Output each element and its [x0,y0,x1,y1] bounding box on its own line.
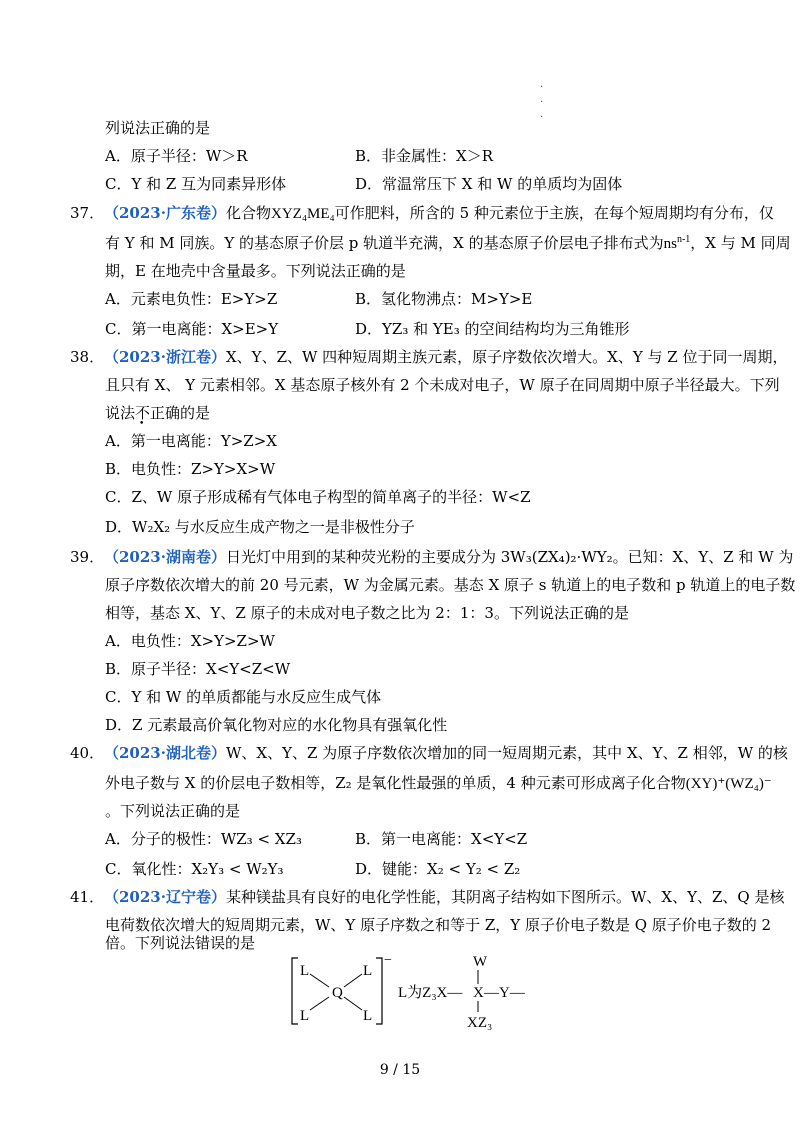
q38-option-b: B．电负性：Z>Y>X>W [105,460,276,478]
q39-line2: 原子序数依次增大的前 20 号元素，W 为金属元素。基态 X 原子 s 轨道上的电子数和 p 轨道上的电子数 [105,576,796,594]
q41-source: （2023·辽宁卷） [104,888,226,906]
q37-formula: XYZ₄ME₄ [271,206,335,222]
q39-option-a: A．电负性：X>Y>Z>W [105,632,275,650]
bottom-xz3: XZ₃ [467,1015,493,1031]
q41-line3: 倍。下列说法错误的是 [105,934,256,952]
q40-source: （2023·湖北卷） [104,744,226,762]
q36-stem-tail: 列说法正确的是 [105,119,211,137]
q37-line1: 37．（2023·广东卷）化合物XYZ₄ME₄可作肥料，所含的 5 种元素位于主族，在每个短周期均有分布，仅 [70,204,774,222]
q37-options-cd: C．第一电离能：X>E>Y D．YZ₃ 和 YE₃ 的空间结构均为三角锥形 [105,320,630,338]
q39-line3: 相等，基态 X、Y、Z 原子的未成对电子数之比为 2：1：3。下列说法正确的是 [105,604,629,622]
q38-source: （2023·浙江卷） [104,348,226,366]
q37-source: （2023·广东卷） [104,204,226,222]
q39-option-b: B．原子半径：X<Y<Z<W [105,660,291,678]
q38-option-a: A．第一电离能：Y>Z>X [105,432,277,450]
bond-q-l1 [310,974,329,987]
bond-q-l2 [344,974,362,987]
q40-formula: (XY)⁺(WZ₄)⁻ [685,776,772,792]
right-bracket [376,958,382,1024]
ligand-l-bottom-left: L [300,1008,310,1024]
q40-options-ab: A．分子的极性：WZ₃ < XZ₃ B．第一电离能：X<Y<Z [105,830,528,848]
bond-q-l4 [344,997,362,1010]
bond-q-l3 [310,997,329,1010]
q41-line2: 电荷数依次增大的短周期元素，W、Y 原子序数之和等于 Z，Y 原子价电子数是 Q 原子价电子数的 2 [105,916,772,934]
q37-line2: 有 Y 和 M 同族。Y 的基态原子价层 p 轨道半充满，X 的基态原子价层电子排布式为$ns^{n-1}$，X 与 M 同周 [105,234,791,252]
q40-line1: 40．（2023·湖北卷）W、X、Y、Z 为原子序数依次增加的同一短周期元素，其中 X、Y、Z 相邻，W 的核 [70,744,788,762]
q39-line1: 39．（2023·湖南卷）日光灯中用到的某种荧光粉的主要成分为 3W₃(ZX₄)₂·WY₂。已知：X、Y、Z 和 W 为 [70,548,794,566]
emphasis-not-correct: 不正确 [135,404,181,422]
ligand-l-bottom-right: L [363,1008,373,1024]
q39-source: （2023·湖南卷） [104,548,226,566]
q38-line1: 38．（2023·浙江卷）X、Y、Z、W 四种短周期主族元素，原子序数依次增大。X、Y 与 Z 位于同一周期， [70,348,788,366]
q40-options-cd: C．氧化性：X₂Y₃ < W₂Y₃ D．键能：X₂ < Y₂ < Z₂ [105,860,521,878]
q38-option-d: D．W₂X₂ 与水反应生成产物之一是非极性分子 [105,518,415,536]
ligand-l-top-left: L [300,963,310,979]
central-x: X [473,985,484,1001]
left-bracket [292,958,298,1024]
q39-option-c: C．Y 和 W 的单质都能与水反应生成气体 [105,688,382,706]
q38-line2: 且只有 X、 Y 元素相邻。X 基态原子核外有 2 个未成对电子，W 原子在同周期中原子半径最大。下列 [105,376,780,394]
ligand-definition: L为Z₃X— [398,985,463,1001]
q40-line3: 。下列说法正确的是 [105,802,241,820]
ligand-l-top-right: L [363,963,373,979]
q39-option-d: D．Z 元素最高价氧化物对应的水化物具有强氧化性 [105,716,448,734]
y-bond-chain: —Y— [484,985,525,1001]
anion-structure-figure [286,950,546,1035]
q37-options-ab: A．元素电负性：E>Y>Z B．氢化物沸点：M>Y>E [105,290,533,308]
q38-line3: 说法不正确的是 [105,404,211,422]
center-q: Q [332,985,343,1001]
top-w: W [473,954,488,970]
page-number: 9 / 15 [379,1062,421,1078]
q36-options-ab: A．原子半径：W＞R B．非金属性：X＞R [105,147,493,165]
q40-line2: 外电子数与 X 的价层电子数相等，Z₂ 是氧化性最强的单质，4 种元素可形成离子化合物(XY)⁺(WZ₄)⁻ [105,774,772,792]
q36-options-cd: C．Y 和 Z 互为同素异形体 D．常温常压下 X 和 W 的单质均为固体 [105,175,623,193]
charge-label: − [384,953,392,968]
q41-line1: 41．（2023·辽宁卷）某种镁盐具有良好的电化学性能，其阴离子结构如下图所示。W、X、Y、Z、Q 是核 [70,888,785,906]
q38-option-c: C．Z、W 原子形成稀有气体电子构型的简单离子的半径：W<Z [105,488,531,506]
top-marks: · · · [540,82,544,123]
q37-line3: 期，E 在地壳中含量最多。下列说法正确的是 [105,262,406,280]
